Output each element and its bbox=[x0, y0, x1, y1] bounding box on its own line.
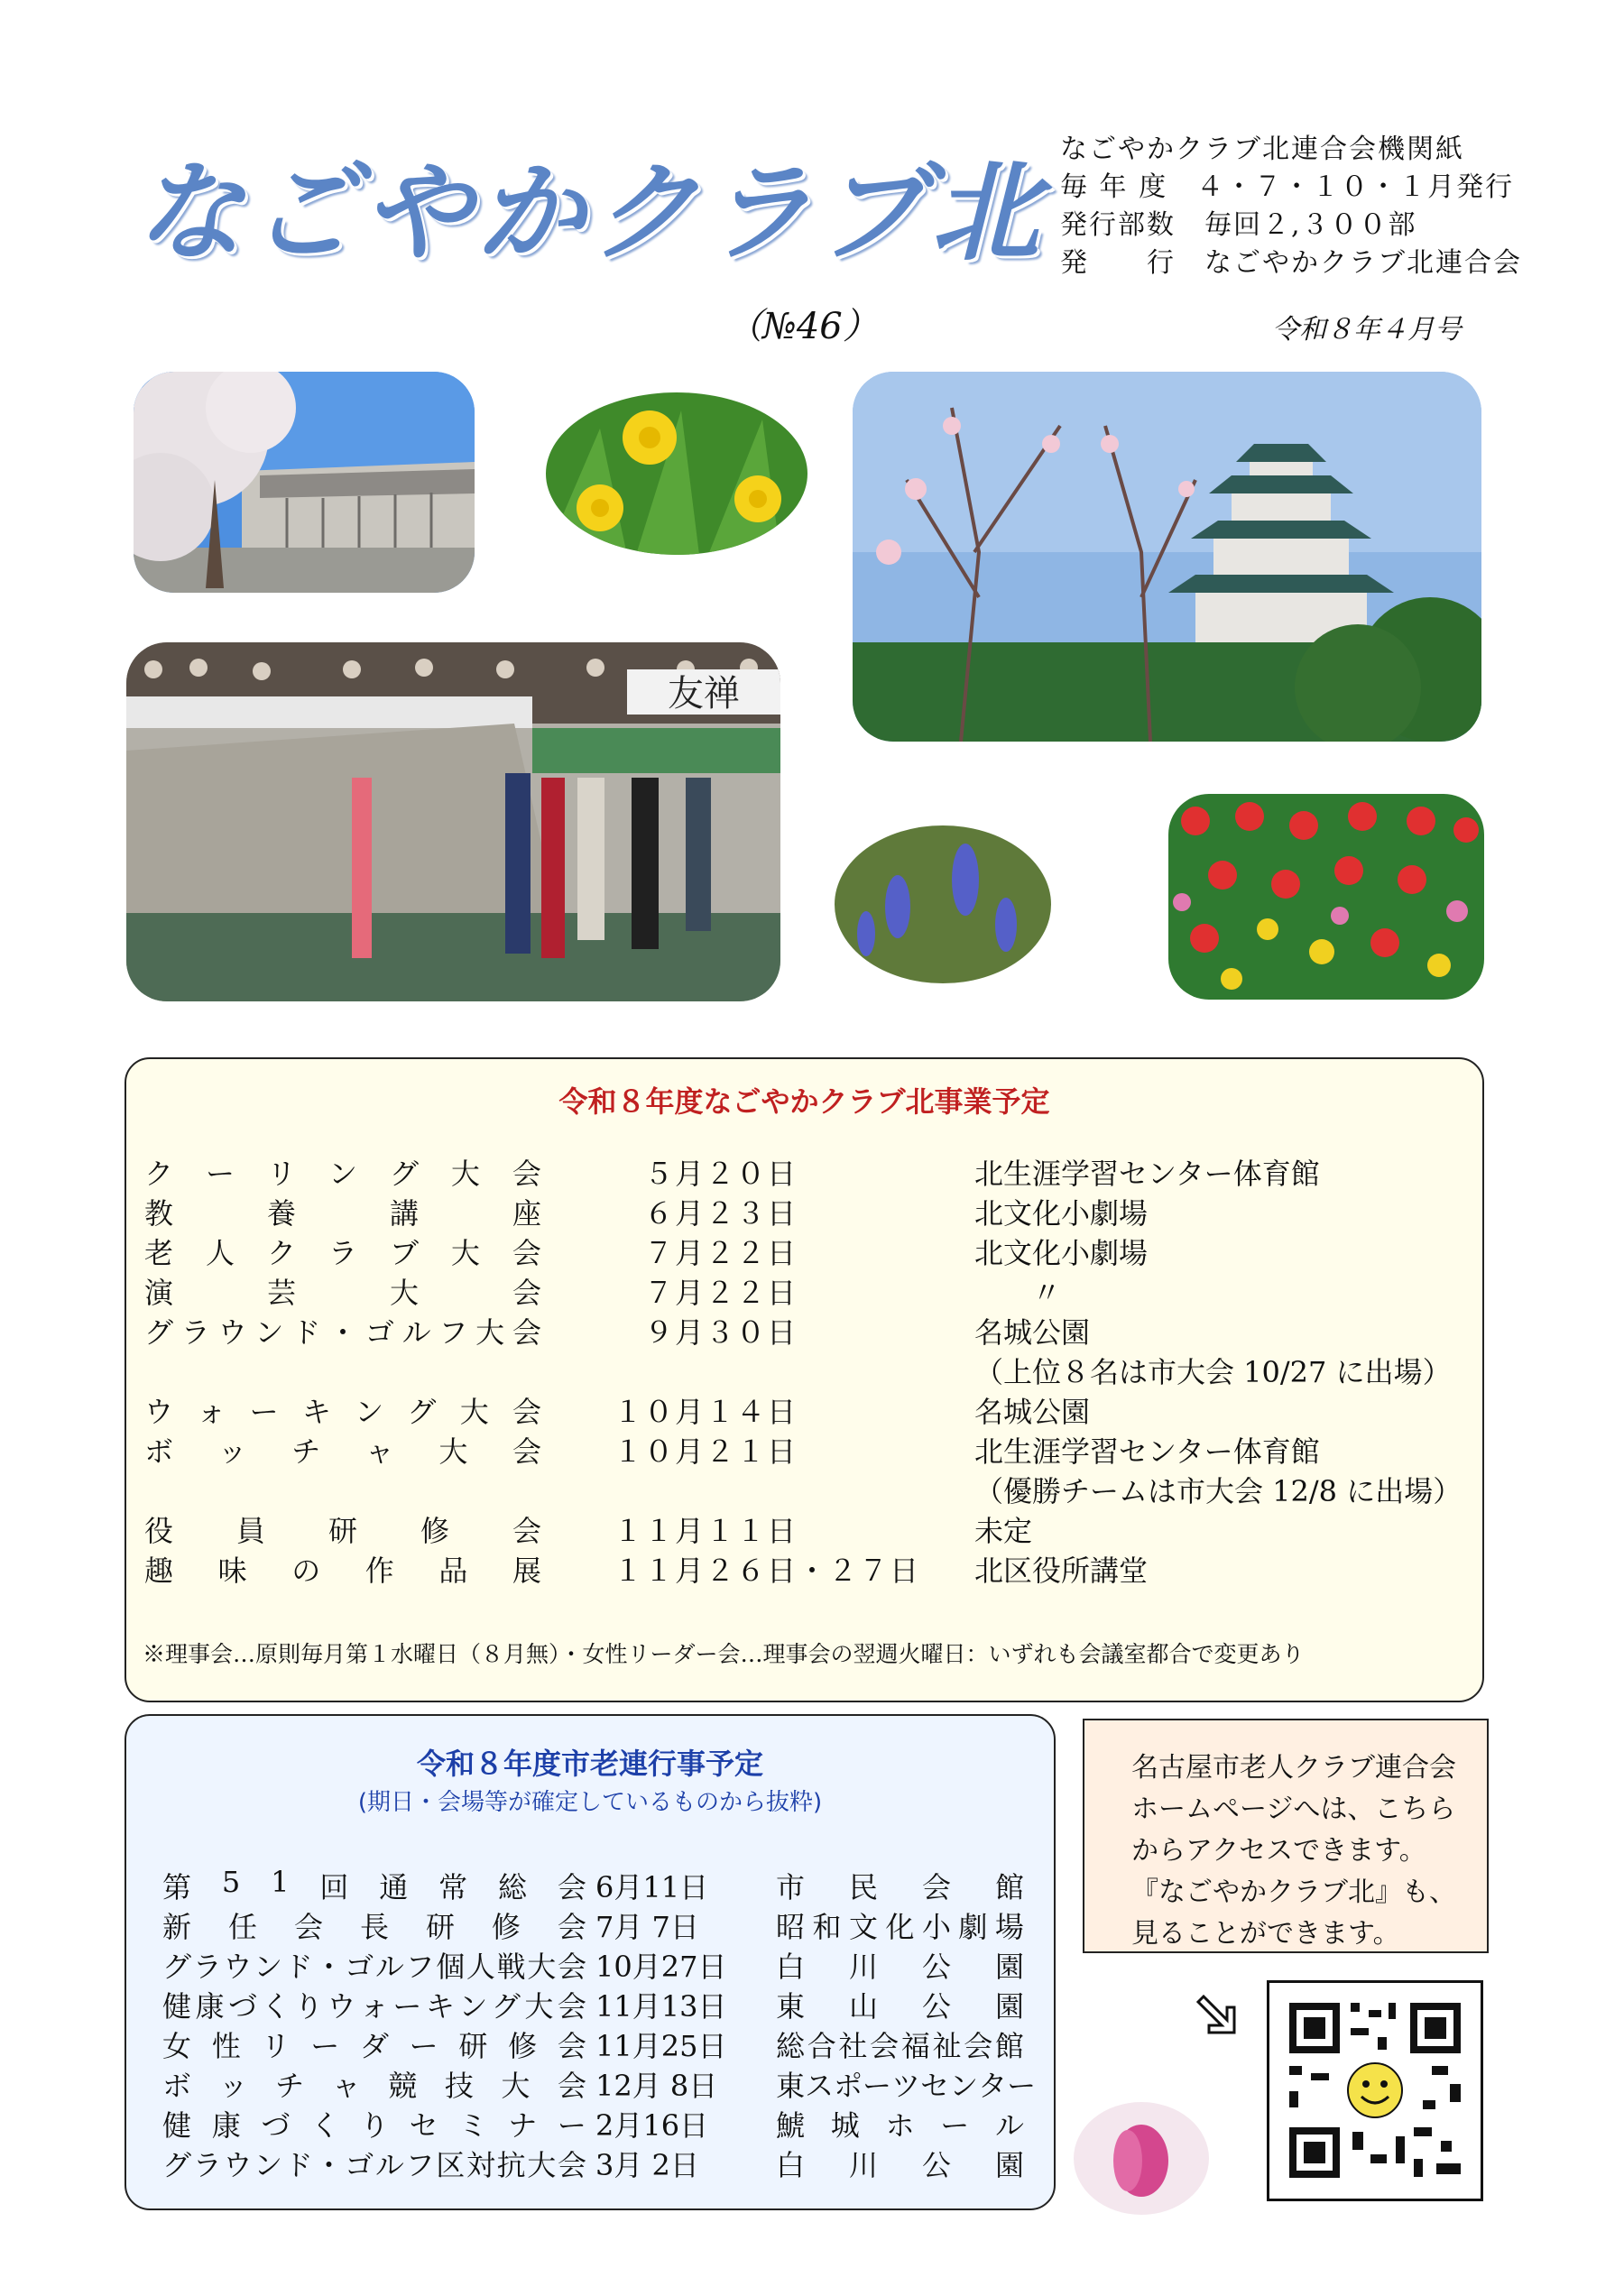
event-venue bbox=[776, 1865, 1024, 1906]
event-venue-char: 東 bbox=[776, 1989, 806, 2024]
event-name-char: 芸 bbox=[266, 1276, 296, 1310]
event-name-char: 回 bbox=[319, 1870, 349, 1904]
event-venue-char: 小 bbox=[921, 1910, 951, 1944]
event-name-char: 戦 bbox=[496, 1950, 526, 1984]
event-name-char: 区 bbox=[436, 2148, 466, 2182]
event-name-char: 競 bbox=[388, 2069, 418, 2103]
event-venue-char: 劇 bbox=[958, 1910, 988, 1944]
event-venue-char: 昭 bbox=[776, 1910, 806, 1944]
event-venue-char: 園 bbox=[994, 1950, 1024, 1984]
event-venue-char: 場 bbox=[994, 1910, 1024, 1944]
event-name-char: ナ bbox=[508, 2108, 538, 2143]
event-name-char: キ bbox=[425, 1989, 455, 2024]
event-venue: 北生涯学習センター体育館 bbox=[974, 1434, 1320, 1469]
event-date: ７月２２日 bbox=[614, 1236, 798, 1270]
event-name-char: 修 bbox=[420, 1514, 449, 1548]
info-line: からアクセスできます。 bbox=[1131, 1835, 1426, 1867]
event-name bbox=[144, 1191, 541, 1232]
info-line: 見ることができます。 bbox=[1131, 1918, 1400, 1950]
nagoya-castle-photo bbox=[853, 372, 1481, 742]
event-name-char: 会 bbox=[557, 1950, 586, 1984]
event-name-char: ン bbox=[254, 2148, 283, 2182]
stadium-cherry-photo bbox=[134, 372, 475, 593]
event-venue bbox=[776, 1944, 1024, 1986]
event-venue-char: 社 bbox=[838, 2029, 868, 2063]
event-name-char: 会 bbox=[557, 2069, 586, 2103]
event-name-char: 作 bbox=[364, 1554, 394, 1588]
event-name-char: 講 bbox=[389, 1196, 419, 1231]
event-name-char: ー bbox=[249, 1395, 279, 1429]
event-name-char: 研 bbox=[425, 1910, 455, 1944]
event-name-char: 展 bbox=[512, 1554, 541, 1588]
event-name-char: 会 bbox=[557, 2029, 586, 2063]
event-venue bbox=[776, 2063, 1037, 2105]
event-venue-char: 会 bbox=[964, 2029, 993, 2063]
event-name-char: ゴ bbox=[345, 1950, 374, 1984]
event-date: ７月２２日 bbox=[614, 1276, 798, 1310]
event-name-char: ン bbox=[355, 1395, 384, 1429]
info-line: ホームページへは、こちら bbox=[1131, 1793, 1456, 1825]
event-venue: 〃 bbox=[974, 1276, 1062, 1310]
event-name-char: チ bbox=[275, 2069, 305, 2103]
event-name-char: 大 bbox=[450, 1157, 480, 1191]
event-name-char: 大 bbox=[438, 1434, 468, 1469]
event-name bbox=[144, 1151, 541, 1193]
event-name-char: ド bbox=[283, 2148, 313, 2182]
event-venue: 北区役所講堂 bbox=[974, 1554, 1149, 1588]
event-name-char: 人 bbox=[466, 1950, 495, 1984]
event-name-char: 大 bbox=[459, 1395, 489, 1429]
event-name-char: 5 bbox=[221, 1865, 241, 1899]
event-name bbox=[144, 1429, 541, 1471]
event-venue-char: ホ bbox=[885, 2108, 915, 2143]
event-venue-char: 公 bbox=[921, 1989, 951, 2024]
event-name-char: リ bbox=[261, 2029, 291, 2063]
city-events-title: 令和８年度市老連行事予定 bbox=[416, 1747, 763, 1781]
event-name-char: ラ bbox=[180, 1315, 210, 1350]
event-venue-char: 総 bbox=[776, 2029, 806, 2063]
event-venue-char: 園 bbox=[994, 2148, 1024, 2182]
event-venue: （優勝チームは市大会 12/8 に出場） bbox=[974, 1474, 1463, 1508]
event-name-char: 会 bbox=[293, 1910, 323, 1944]
event-name-char: ボ bbox=[162, 2069, 192, 2103]
event-name-char: 対 bbox=[466, 2148, 495, 2182]
event-venue: 北生涯学習センター体育館 bbox=[974, 1157, 1320, 1191]
event-name-char: ル bbox=[374, 1950, 404, 1984]
event-venue-char: 祉 bbox=[932, 2029, 962, 2063]
event-date: 10月27日 bbox=[595, 1950, 727, 1984]
event-venue-char: セ bbox=[920, 2069, 950, 2103]
event-name-char: 養 bbox=[266, 1196, 296, 1231]
event-date: １１月１１日 bbox=[614, 1514, 798, 1548]
event-name bbox=[144, 1270, 541, 1312]
info-line: 『なごやかクラブ北』も、 bbox=[1131, 1876, 1456, 1908]
event-name-char: ド bbox=[283, 1950, 313, 1984]
event-venue-char: 福 bbox=[900, 2029, 930, 2063]
event-date: 11月13日 bbox=[595, 1989, 727, 2024]
event-venue-char: 白 bbox=[776, 1950, 806, 1984]
event-name-char: ウ bbox=[144, 1395, 174, 1429]
event-name-char: 女 bbox=[162, 2029, 192, 2063]
newsletter-title: なごやかクラブ北 bbox=[135, 151, 1045, 276]
event-venue-char: 文 bbox=[848, 1910, 878, 1944]
event-name-char: ウ bbox=[217, 1315, 247, 1350]
event-name bbox=[162, 1904, 586, 1946]
event-date: ６月２３日 bbox=[614, 1196, 798, 1231]
event-name bbox=[162, 1984, 586, 2025]
event-venue-char: ー bbox=[1007, 2069, 1037, 2103]
event-name-char: り bbox=[359, 2108, 389, 2143]
event-name-char: 会 bbox=[557, 1989, 586, 2024]
event-name-char: ゴ bbox=[364, 1315, 394, 1350]
event-name-char: グ bbox=[389, 1157, 419, 1191]
event-venue-char: 東 bbox=[776, 2069, 806, 2103]
event-name-char: 康 bbox=[195, 1989, 225, 2024]
city-events-subtitle: (期日・会場等が確定しているものから抜粋) bbox=[357, 1789, 823, 1816]
event-name-char: フ bbox=[438, 1315, 468, 1350]
event-name bbox=[162, 2143, 586, 2184]
event-venue: （上位８名は市大会 10/27 に出場） bbox=[974, 1355, 1452, 1389]
event-name-char: 大 bbox=[475, 1315, 505, 1350]
event-venue bbox=[776, 2143, 1024, 2184]
event-date: 3月 2日 bbox=[595, 2148, 699, 2182]
issue-number: （№46） bbox=[726, 306, 879, 347]
event-name-char: 会 bbox=[512, 1395, 541, 1429]
event-name-char: リ bbox=[266, 1157, 296, 1191]
event-name bbox=[162, 1865, 586, 1906]
event-name-char: ン bbox=[254, 1950, 283, 1984]
info-line: 名古屋市老人クラブ連合会 bbox=[1131, 1752, 1456, 1784]
event-venue-char: タ bbox=[978, 2069, 1008, 2103]
event-name-char: 会 bbox=[512, 1315, 541, 1350]
pub-line: 毎 年 度 ４・７・１０・１月発行 bbox=[1060, 171, 1515, 203]
event-venue bbox=[776, 1984, 1024, 2025]
event-name-char: 通 bbox=[379, 1870, 409, 1904]
event-name-char: 第 bbox=[162, 1870, 192, 1904]
event-venue-char: 鯱 bbox=[776, 2108, 806, 2143]
issue-date: 令和８年４月号 bbox=[1272, 314, 1462, 346]
event-venue-char: ン bbox=[949, 2069, 979, 2103]
event-name-char: 老 bbox=[144, 1236, 174, 1270]
event-name-char: 修 bbox=[508, 2029, 538, 2063]
event-name bbox=[162, 1944, 586, 1986]
event-name-char: ー bbox=[557, 2108, 586, 2143]
event-venue-char: 園 bbox=[994, 1989, 1024, 2024]
event-venue-char: 山 bbox=[848, 1989, 878, 2024]
event-venue-char: 城 bbox=[830, 2108, 860, 2143]
event-name-char: 技 bbox=[444, 2069, 474, 2103]
event-name-char: ー bbox=[409, 2029, 438, 2063]
event-venue-char: 公 bbox=[921, 1950, 951, 1984]
event-name bbox=[144, 1508, 541, 1550]
event-venue-char: 館 bbox=[994, 1870, 1024, 1904]
event-name-char: 員 bbox=[235, 1514, 265, 1548]
event-name-char: 常 bbox=[438, 1870, 468, 1904]
event-name-char: ボ bbox=[144, 1434, 174, 1469]
event-name-char: 会 bbox=[557, 1870, 586, 1904]
event-name-char: 任 bbox=[227, 1910, 257, 1944]
event-name-char: 座 bbox=[512, 1196, 541, 1231]
event-name-char: ド bbox=[291, 1315, 321, 1350]
city-events-box bbox=[125, 1714, 1056, 2210]
publication-info bbox=[1060, 131, 1522, 282]
event-name-char: 健 bbox=[162, 1989, 192, 2024]
event-name-char: 性 bbox=[211, 2029, 241, 2063]
event-venue-char: 市 bbox=[776, 1870, 806, 1904]
event-name-char: ー bbox=[310, 2029, 340, 2063]
event-name-char: 品 bbox=[438, 1554, 468, 1588]
event-name-char: 研 bbox=[328, 1514, 357, 1548]
event-venue-char: ツ bbox=[891, 2069, 921, 2103]
event-name-char: 新 bbox=[162, 1910, 192, 1944]
event-name-char: ブ bbox=[389, 1236, 419, 1270]
event-name-char: ウ bbox=[223, 2148, 253, 2182]
banner-text: 友禅 bbox=[668, 673, 740, 715]
event-name-char: く bbox=[261, 1989, 291, 2024]
event-date: 6月11日 bbox=[595, 1870, 709, 1904]
event-date: １０月２１日 bbox=[614, 1434, 798, 1469]
event-venue-char: 白 bbox=[776, 2148, 806, 2182]
event-name-char: づ bbox=[261, 2108, 291, 2143]
club-events-note: ※理事会…原則毎月第１水曜日（８月無）・女性リーダー会…理事会の翌週火曜日：いずれも会議室都合で変更あり bbox=[143, 1641, 1305, 1667]
event-name-char: ー bbox=[205, 1157, 235, 1191]
event-name-char: ク bbox=[144, 1157, 174, 1191]
tulip-field-photo bbox=[1168, 794, 1484, 1000]
event-name bbox=[162, 2063, 586, 2105]
event-name-char: セ bbox=[409, 2108, 438, 2143]
event-name-char: ウ bbox=[223, 1950, 253, 1984]
event-name-char: ダ bbox=[359, 2029, 389, 2063]
event-date: ９月３０日 bbox=[614, 1315, 798, 1350]
event-name-char: 会 bbox=[557, 2148, 586, 2182]
pub-line: なごやかクラブ北連合会機関紙 bbox=[1060, 134, 1464, 165]
event-name-char: チ bbox=[291, 1434, 321, 1469]
event-venue-char: ー bbox=[863, 2069, 892, 2103]
event-name-char: 長 bbox=[359, 1910, 389, 1944]
event-name-char: ラ bbox=[192, 1950, 222, 1984]
event-name-char: グ bbox=[491, 1989, 521, 2024]
event-name-char: 康 bbox=[211, 2108, 241, 2143]
event-date: １０月１４日 bbox=[614, 1395, 798, 1429]
event-venue bbox=[776, 1904, 1024, 1946]
event-name-char: キ bbox=[301, 1395, 331, 1429]
event-name-char: グ bbox=[162, 2148, 192, 2182]
event-name-char: フ bbox=[405, 1950, 435, 1984]
event-name-char: 個 bbox=[436, 1950, 466, 1984]
event-name bbox=[144, 1389, 541, 1431]
event-name-char: ッ bbox=[217, 1434, 247, 1469]
event-name-char: 大 bbox=[450, 1236, 480, 1270]
event-name-char: 会 bbox=[557, 1910, 586, 1944]
qr-code[interactable] bbox=[1267, 1980, 1483, 2201]
event-name-char: 大 bbox=[524, 1989, 554, 2024]
event-name-char: グ bbox=[162, 1950, 192, 1984]
event-venue-char: 川 bbox=[848, 1950, 878, 1984]
event-name-char: 人 bbox=[205, 1236, 235, 1270]
event-name-char: 大 bbox=[527, 1950, 557, 1984]
event-date: 11月25日 bbox=[595, 2029, 727, 2063]
event-venue-char: 民 bbox=[848, 1870, 878, 1904]
event-name-char: ・ bbox=[314, 2148, 344, 2182]
event-date: 7月 7日 bbox=[595, 1910, 699, 1944]
event-name-char: ン bbox=[254, 1315, 284, 1350]
event-venue bbox=[776, 2024, 1024, 2065]
event-name-char: 教 bbox=[144, 1196, 174, 1231]
event-date: 2月16日 bbox=[595, 2108, 709, 2143]
event-name-char: 抗 bbox=[496, 2148, 526, 2182]
event-name-char: グ bbox=[407, 1395, 437, 1429]
event-venue: 名城公園 bbox=[974, 1395, 1091, 1429]
event-name-char: ・ bbox=[314, 1950, 344, 1984]
event-name-char: グ bbox=[144, 1315, 174, 1350]
event-venue-char: 館 bbox=[994, 2029, 1024, 2063]
event-name-char: ッ bbox=[218, 2069, 248, 2103]
event-name-char: ォ bbox=[359, 1989, 389, 2024]
event-name-char: 研 bbox=[458, 2029, 488, 2063]
event-name-char: り bbox=[293, 1989, 323, 2024]
event-name-char: 役 bbox=[144, 1514, 174, 1548]
event-name-char: 会 bbox=[512, 1236, 541, 1270]
event-venue-char: 和 bbox=[812, 1910, 842, 1944]
event-name-char: ー bbox=[392, 1989, 422, 2024]
event-venue-char: ー bbox=[940, 2108, 970, 2143]
event-venue bbox=[776, 2103, 1024, 2144]
event-name-char: く bbox=[310, 2108, 340, 2143]
event-name-char: ャ bbox=[331, 2069, 361, 2103]
event-venue-char: ポ bbox=[834, 2069, 863, 2103]
club-events-title: 令和８年度なごやかクラブ北事業予定 bbox=[558, 1084, 1050, 1119]
homepage-info-box bbox=[1083, 1719, 1489, 1953]
event-venue-char: 会 bbox=[921, 1870, 951, 1904]
event-name-char: ウ bbox=[327, 1989, 356, 2024]
event-name bbox=[144, 1231, 541, 1272]
event-name-char: ォ bbox=[197, 1395, 226, 1429]
event-venue-char: 会 bbox=[870, 2029, 900, 2063]
event-name-char: の bbox=[291, 1554, 321, 1588]
event-name-char: ク bbox=[266, 1236, 296, 1270]
event-date: １１月２６日・２７日 bbox=[614, 1554, 921, 1588]
event-name-char: 会 bbox=[512, 1276, 541, 1310]
event-name-char: 会 bbox=[512, 1514, 541, 1548]
magnolia-photo bbox=[1074, 2102, 1209, 2215]
event-name-char: ル bbox=[401, 1315, 431, 1350]
event-name-char: 演 bbox=[144, 1276, 174, 1310]
event-name-char: ・ bbox=[328, 1315, 357, 1350]
dandelion-photo bbox=[546, 392, 807, 555]
event-venue-char: ル bbox=[994, 2108, 1024, 2143]
pub-line: 発行部数 毎回２,３００部 bbox=[1060, 209, 1417, 241]
event-name-char: 修 bbox=[491, 1910, 521, 1944]
event-name-char: 趣 bbox=[144, 1554, 174, 1588]
event-name-char: ャ bbox=[364, 1434, 394, 1469]
event-venue-char: 化 bbox=[885, 1910, 915, 1944]
club-events-box bbox=[125, 1057, 1484, 1702]
event-name bbox=[162, 2103, 586, 2144]
event-name-char: 健 bbox=[162, 2108, 192, 2143]
event-venue: 北文化小劇場 bbox=[974, 1236, 1149, 1270]
event-venue-char: 川 bbox=[848, 2148, 878, 2182]
arrow-down-right-icon bbox=[1191, 1989, 1245, 2047]
kimono-river-photo bbox=[126, 642, 780, 1001]
event-name bbox=[162, 2024, 586, 2065]
event-name bbox=[144, 1548, 541, 1590]
event-venue-char: 合 bbox=[807, 2029, 836, 2063]
event-name-char: ラ bbox=[328, 1236, 357, 1270]
event-venue: 名城公園 bbox=[974, 1315, 1091, 1350]
event-name-char: フ bbox=[405, 2148, 435, 2182]
event-name-char: ミ bbox=[458, 2108, 488, 2143]
event-name bbox=[144, 1310, 541, 1351]
event-name-char: 会 bbox=[512, 1434, 541, 1469]
event-name-char: 会 bbox=[512, 1157, 541, 1191]
event-name-char: 味 bbox=[217, 1554, 247, 1588]
event-date: 12月 8日 bbox=[595, 2069, 718, 2103]
event-venue-char: 公 bbox=[921, 2148, 951, 2182]
event-name-char: ン bbox=[328, 1157, 357, 1191]
event-name-char: 大 bbox=[527, 2148, 557, 2182]
event-name-char: ン bbox=[458, 1989, 488, 2024]
event-name-char: 大 bbox=[501, 2069, 531, 2103]
event-name-char: ゴ bbox=[345, 2148, 374, 2182]
event-name-char: 1 bbox=[271, 1865, 290, 1899]
event-venue: 北文化小劇場 bbox=[974, 1196, 1149, 1231]
event-name-char: づ bbox=[227, 1989, 257, 2024]
pub-line: 発 行 なごやかクラブ北連合会 bbox=[1060, 247, 1522, 279]
event-name-char: 大 bbox=[389, 1276, 419, 1310]
event-date: ５月２０日 bbox=[614, 1157, 798, 1191]
event-name-char: 総 bbox=[498, 1870, 528, 1904]
event-venue: 未定 bbox=[974, 1514, 1033, 1548]
event-venue-char: ス bbox=[805, 2069, 835, 2103]
grape-hyacinth-photo bbox=[835, 825, 1051, 983]
event-name-char: ラ bbox=[192, 2148, 222, 2182]
event-name-char: ル bbox=[374, 2148, 404, 2182]
